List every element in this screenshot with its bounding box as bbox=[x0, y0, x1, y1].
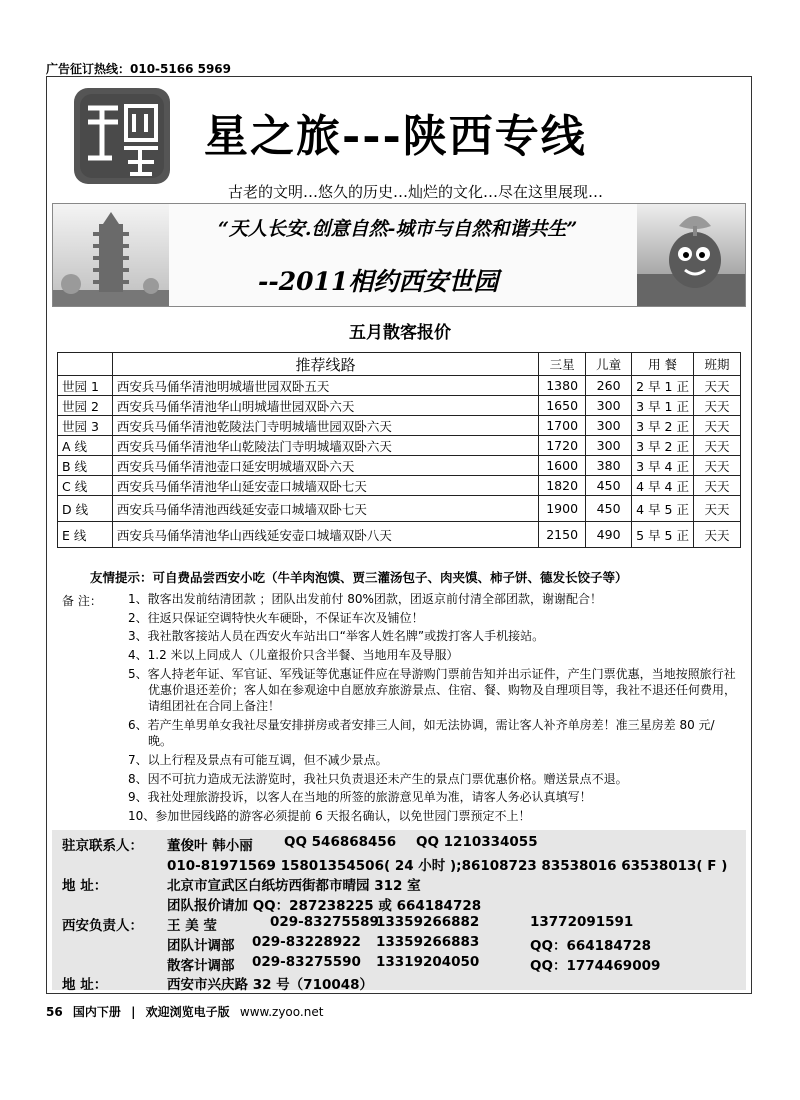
schedule: 天天 bbox=[694, 522, 741, 548]
scatter-dept-mobile: 13319204050 bbox=[376, 954, 480, 970]
child-price: 300 bbox=[586, 396, 632, 416]
three-star-price: 2150 bbox=[539, 522, 586, 548]
team-dept-mobile: 13359266883 bbox=[376, 934, 480, 950]
three-star-price: 1600 bbox=[539, 456, 586, 476]
column-header-meals: 用 餐 bbox=[632, 353, 694, 376]
scatter-dept-qq: QQ：1774469009 bbox=[530, 958, 661, 974]
list-item: 10、参加世园线路的游客必须提前 6 天报名确认，以免世园门票预定不上！ bbox=[128, 808, 531, 823]
xian-address-label: 地 址： bbox=[62, 977, 108, 993]
table-row bbox=[58, 456, 741, 476]
schedule: 天天 bbox=[694, 496, 741, 522]
table-row bbox=[58, 436, 741, 456]
child-price: 300 bbox=[586, 416, 632, 436]
list-item: 2、往返只保证空调特快火车硬卧，不保证车次及铺位！ bbox=[128, 610, 424, 625]
table-row bbox=[58, 416, 741, 436]
route-name: 西安兵马俑华清池华山延安壶口城墙双卧七天 bbox=[112, 476, 538, 496]
banner bbox=[52, 203, 746, 307]
list-item: 5、客人持老年证、军官证、军残证等优惠证件应在导游购门票前告知并出示证件，产生门票优惠，当地按照旅行社优惠价退还差价；客人如在参观途中自愿放弃旅游景点、住宿、餐、购物及自理项目等，我社不退还任何费用，请组团社在合同上备注！ bbox=[128, 666, 737, 714]
list-item: 3、我社散客接站人员在西安火车站出口“举客人姓名牌”或拨打客人手机接站。 bbox=[128, 629, 545, 644]
route-code: A 线 bbox=[58, 436, 113, 456]
footer-slogan: 欢迎浏览电子版 bbox=[145, 1005, 230, 1019]
column-header-schedule: 班期 bbox=[694, 353, 741, 376]
notes-list bbox=[128, 591, 738, 827]
route-name: 西安兵马俑华清池华山明城墙世园双卧六天 bbox=[112, 396, 538, 416]
list-item: 1、散客出发前结清团款 ；团队出发前付 80%团款，团返京前付清全部团款，谢谢配合！ bbox=[128, 592, 602, 606]
scatter-dept-label: 散客计调部 bbox=[167, 958, 235, 974]
meals: 3 早 1 正 bbox=[632, 396, 694, 416]
beijing-qq-2: QQ 1210334055 bbox=[416, 834, 538, 850]
meals: 3 早 4 正 bbox=[632, 456, 694, 476]
three-star-price: 1700 bbox=[539, 416, 586, 436]
xian-mobile-1: 13359266882 bbox=[376, 914, 480, 930]
team-dept-phone: 029-83228922 bbox=[252, 934, 361, 950]
friendly-tip: 友情提示：可自费品尝西安小吃（牛羊肉泡馍、贾三灌汤包子、肉夹馍、柿子饼、德发长饺子等） bbox=[90, 570, 628, 585]
team-dept-qq: QQ：664184728 bbox=[530, 938, 651, 954]
beijing-contact-names: 董俊叶 韩小丽 bbox=[167, 838, 253, 854]
list-item: 7、以上行程及景点有可能互调，但不减少景点。 bbox=[128, 752, 388, 767]
table-row bbox=[58, 496, 741, 522]
column-header-three-star: 三星 bbox=[539, 353, 586, 376]
page-title: 星之旅---陕西专线 bbox=[204, 111, 587, 162]
schedule: 天天 bbox=[694, 396, 741, 416]
route-name: 西安兵马俑华清池华山乾陵法门寺明城墙双卧六天 bbox=[112, 436, 538, 456]
banner-expo-title: --2011相约西安世园 bbox=[258, 267, 499, 296]
beijing-address: 北京市宣武区白纸坊西街都市晴园 312 室 bbox=[167, 878, 421, 894]
three-star-price: 1650 bbox=[539, 396, 586, 416]
child-price: 380 bbox=[586, 456, 632, 476]
child-price: 260 bbox=[586, 376, 632, 396]
ad-hotline: 广告征订热线：010-5166 5969 bbox=[46, 62, 232, 76]
table-row bbox=[58, 376, 741, 396]
list-item: 6、若产生单男单女我社尽量安排拼房或者安排三人间，如无法协调，需让客人补齐单房差！准三星房差 80 元/晚。 bbox=[128, 717, 715, 749]
route-code: D 线 bbox=[58, 496, 113, 522]
table-row bbox=[58, 396, 741, 416]
three-star-price: 1720 bbox=[539, 436, 586, 456]
banner-slogan: “天人长安.创意自然-城市与自然和谐共生” bbox=[218, 218, 578, 240]
list-item: 4、1.2 米以上同成人（儿童报价只含半餐、当地用车及导服） bbox=[128, 648, 459, 663]
meals: 2 早 1 正 bbox=[632, 376, 694, 396]
schedule: 天天 bbox=[694, 376, 741, 396]
price-section-title: 五月散客报价 bbox=[349, 323, 451, 343]
beijing-qq-1: QQ 546868456 bbox=[284, 834, 397, 850]
footer-url[interactable]: www.zyoo.net bbox=[239, 1005, 324, 1019]
xian-logo-icon bbox=[74, 88, 170, 184]
route-name: 西安兵马俑华清池乾陵法门寺明城墙世园双卧六天 bbox=[112, 416, 538, 436]
list-item: 8、因不可抗力造成无法游览时，我社只负责退还未产生的景点门票优惠价格。赠送景点不退。 bbox=[128, 771, 628, 786]
three-star-price: 1380 bbox=[539, 376, 586, 396]
schedule: 天天 bbox=[694, 456, 741, 476]
scatter-dept-phone: 029-83275590 bbox=[252, 954, 361, 970]
meals: 4 早 5 正 bbox=[632, 496, 694, 522]
route-code: 世园 2 bbox=[58, 396, 113, 416]
route-name: 西安兵马俑华清池西线延安壶口城墙双卧七天 bbox=[112, 496, 538, 522]
column-header-route: 推荐线路 bbox=[112, 353, 538, 376]
route-code: 世园 1 bbox=[58, 376, 113, 396]
schedule: 天天 bbox=[694, 436, 741, 456]
child-price: 450 bbox=[586, 476, 632, 496]
xian-contact-label: 西安负责人： bbox=[62, 918, 143, 934]
meals: 4 早 4 正 bbox=[632, 476, 694, 496]
route-code: E 线 bbox=[58, 522, 113, 548]
table-header-row bbox=[58, 353, 741, 376]
pagoda-image bbox=[53, 204, 169, 306]
route-code: B 线 bbox=[58, 456, 113, 476]
table-row bbox=[58, 522, 741, 548]
schedule: 天天 bbox=[694, 476, 741, 496]
child-price: 300 bbox=[586, 436, 632, 456]
list-item: 9、我社处理旅游投诉，以客人在当地的所签的旅游意见单为准，请客人务必认真填写！ bbox=[128, 790, 592, 805]
route-name: 西安兵马俑华清池华山西线延安壶口城墙双卧八天 bbox=[112, 522, 538, 548]
contact-panel bbox=[52, 830, 746, 993]
beijing-contact-label: 驻京联系人： bbox=[62, 838, 143, 854]
child-price: 450 bbox=[586, 496, 632, 522]
page-subtitle: 古老的文明…悠久的历史…灿烂的文化…尽在这里展现… bbox=[228, 183, 604, 201]
address-label: 地 址： bbox=[62, 878, 108, 894]
route-name: 西安兵马俑华清池壶口延安明城墙双卧六天 bbox=[112, 456, 538, 476]
column-header-child: 儿童 bbox=[586, 353, 632, 376]
beijing-phones: 010-81971569 15801354506( 24 小时 );86108723 83538016 63538013( F ) bbox=[167, 858, 728, 874]
xian-contact-name: 王 美 莹 bbox=[167, 918, 217, 934]
column-header-code bbox=[58, 353, 113, 376]
route-name: 西安兵马俑华清池明城墙世园双卧五天 bbox=[112, 376, 538, 396]
route-price-table bbox=[57, 352, 741, 548]
footer-section: 国内下册 bbox=[72, 1005, 121, 1019]
route-code: 世园 3 bbox=[58, 416, 113, 436]
team-quote-qq: 团队报价请加 QQ：287238225 或 664184728 bbox=[167, 898, 482, 914]
three-star-price: 1900 bbox=[539, 496, 586, 522]
meals: 3 早 2 正 bbox=[632, 436, 694, 456]
meals: 3 早 2 正 bbox=[632, 416, 694, 436]
route-code: C 线 bbox=[58, 476, 113, 496]
three-star-price: 1820 bbox=[539, 476, 586, 496]
team-dept-label: 团队计调部 bbox=[167, 938, 235, 954]
expo-mascot-image bbox=[637, 204, 745, 306]
xian-address: 西安市兴庆路 32 号（710048） bbox=[167, 977, 374, 993]
meals: 5 早 5 正 bbox=[632, 522, 694, 548]
notes-label: 备 注： bbox=[62, 594, 102, 608]
schedule: 天天 bbox=[694, 416, 741, 436]
table-row bbox=[58, 476, 741, 496]
page-number: 56 bbox=[46, 1005, 63, 1019]
page-footer: 56 国内下册 | 欢迎浏览电子版 www.zyoo.net bbox=[46, 1005, 324, 1019]
child-price: 490 bbox=[586, 522, 632, 548]
xian-phone: 029-83275589 bbox=[270, 914, 379, 930]
xian-mobile-2: 13772091591 bbox=[530, 914, 634, 930]
